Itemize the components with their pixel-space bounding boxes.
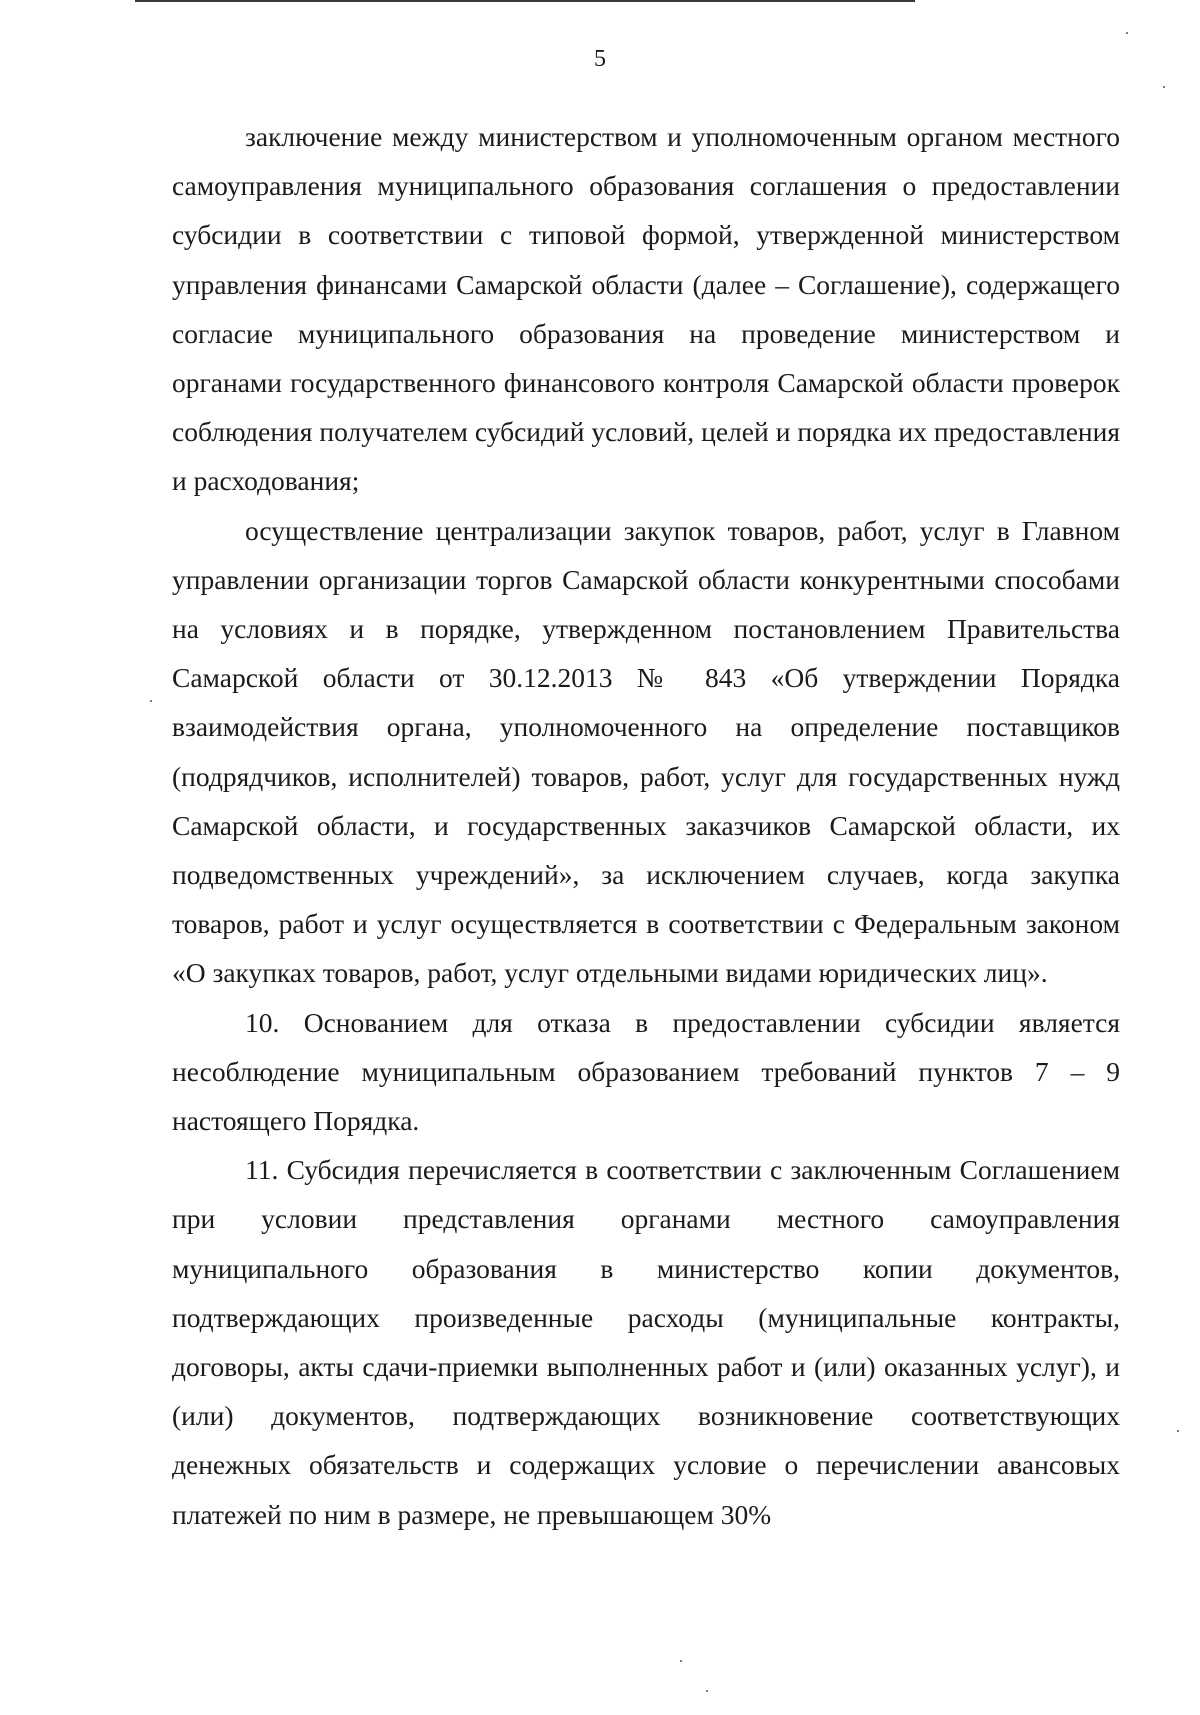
scan-speck [706, 1690, 708, 1692]
paragraph-centralized-procurement: осуществление централизации закупок товаров, работ, услуг в Главном управлении организации торгов Самарской области конкурентными способами на условиях и в порядке, утвержденном постановлением Правительства Самарской области от 30.12.2013 № 843 «Об утверждении Порядка взаимодействия органа, уполномоченного на определение поставщиков (подрядчиков, исполнителей) товаров, работ, услуг для государственных нужд Самарской области, и государственных заказчиков Самарской области, их подведомственных учреждений», за исключением случаев, когда закупка товаров, работ и услуг осуществляется в соответствии с Федеральным законом «О закупках товаров, работ, услуг отдельными видами юридических лиц». [172, 514, 1120, 989]
scan-speck [1163, 86, 1165, 88]
scan-speck [1126, 32, 1128, 34]
paragraph-item-10: 10. Основанием для отказа в предоставлении субсидии является несоблюдение муниципальным образованием требований пунктов 7 – 9 настоящего Порядка. [172, 1006, 1120, 1137]
paragraph-item-11: 11. Субсидия перечисляется в соответствии с заключенным Соглашением при условии представления органами местного самоуправления муниципального образования в министерство копии документов, подтверждающих произведенные расходы (муниципальные контракты, договоры, акты сдачи-приемки выполненных работ и (или) оказанных услуг), и (или) документов, подтверждающих возникновение соответствующих денежных обязательств и содержащих условие о перечислении авансовых платежей по ним в размере, не превышающем 30% [172, 1154, 1120, 1530]
scan-speck [1177, 1430, 1179, 1432]
paragraph-agreement-condition: заключение между министерством и уполномоченным органом местного самоуправления муниципального образования соглашения о предоставлении субсидии в соответствии с типовой формой, утвержденной министерством управления финансами Самарской области (далее – Соглашение), содержащего согласие муниципального образования на проведение министерством и органами государственного финансового контроля Самарской области проверок соблюдения получателем субсидий условий, целей и порядка их предоставления и расходования; [172, 121, 1120, 497]
scan-speck [680, 1660, 682, 1662]
scan-speck [150, 700, 152, 702]
document-body [172, 112, 1120, 1539]
page-number: 5 [594, 46, 606, 72]
top-border-line [135, 0, 915, 2]
